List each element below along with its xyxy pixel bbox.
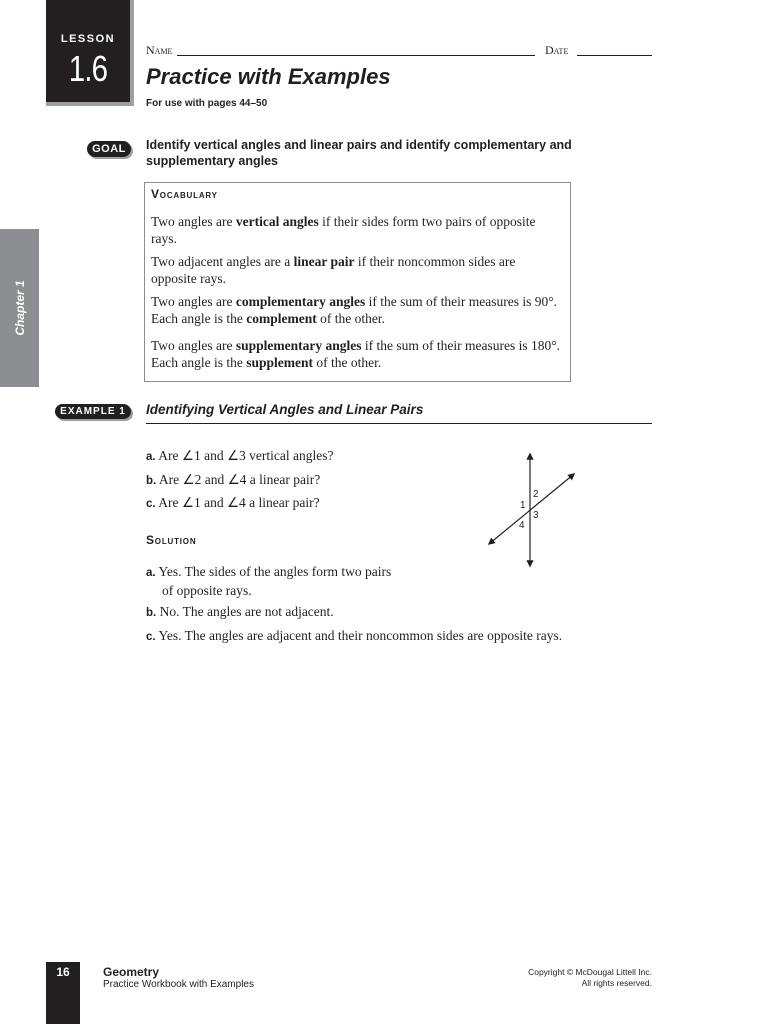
diagonal-line	[489, 474, 574, 544]
vocabulary-title: Vocabulary	[151, 187, 218, 201]
example-divider	[146, 423, 652, 424]
pages-note: For use with pages 44–50	[146, 98, 268, 109]
chapter-tab-label: Chapter 1	[12, 280, 27, 336]
solution-heading: Solution	[146, 533, 197, 547]
page-title: Practice with Examples	[146, 64, 391, 89]
footer-book-title: Geometry	[103, 965, 160, 979]
question-c: c. Are ∠1 and ∠4 a linear pair?	[146, 495, 320, 510]
angle-label-2: 2	[533, 489, 539, 500]
page-number: 16	[56, 965, 70, 979]
angles-diagram	[480, 444, 590, 572]
page-number-box	[46, 962, 80, 1024]
lesson-number: 1.6	[68, 48, 108, 89]
name-line	[177, 55, 535, 56]
footer-book-subtitle: Practice Workbook with Examples	[103, 979, 254, 990]
vocab-def-vertical: Two angles are vertical angles if their sides form two pairs of opposite rays.	[151, 214, 536, 246]
example-title: Identifying Vertical Angles and Linear Pairs	[146, 402, 424, 417]
angle-label-3: 3	[533, 510, 539, 521]
chapter-tab	[0, 229, 39, 387]
goal-text: Identify vertical angles and linear pairs and identify complementary and supplementary angles	[146, 138, 572, 168]
question-a: a. Are ∠1 and ∠3 vertical angles?	[146, 448, 334, 463]
answer-c: c. Yes. The angles are adjacent and their noncommon sides are opposite rays.	[146, 628, 563, 643]
example-badge: EXAMPLE 1	[55, 404, 131, 419]
lesson-tab	[46, 0, 134, 106]
vocab-def-complementary: Two angles are complementary angles if the sum of their measures is 90°. Each angle is the complement of the other.	[151, 294, 558, 326]
question-b: b. Are ∠2 and ∠4 a linear pair?	[146, 472, 321, 487]
date-label: Date	[545, 43, 569, 57]
answer-b: b. No. The angles are not adjacent.	[146, 604, 334, 619]
vocab-def-linear-pair: Two adjacent angles are a linear pair if their noncommon sides are opposite rays.	[151, 254, 516, 286]
goal-badge: GOAL	[87, 141, 131, 157]
copyright: Copyright © McDougal Littell Inc. All rights reserved.	[528, 967, 652, 988]
vocabulary-box	[144, 182, 571, 382]
date-line	[577, 55, 652, 56]
name-label: Name	[146, 43, 173, 57]
lesson-word: LESSON	[60, 33, 116, 45]
vocab-def-supplementary: Two angles are supplementary angles if the sum of their measures is 180°. Each angle is the supplement of the other.	[151, 338, 561, 370]
angle-label-1: 1	[520, 500, 526, 511]
angle-label-4: 4	[519, 520, 525, 531]
answer-a: a. Yes. The sides of the angles form two pairs of opposite rays.	[146, 564, 392, 598]
